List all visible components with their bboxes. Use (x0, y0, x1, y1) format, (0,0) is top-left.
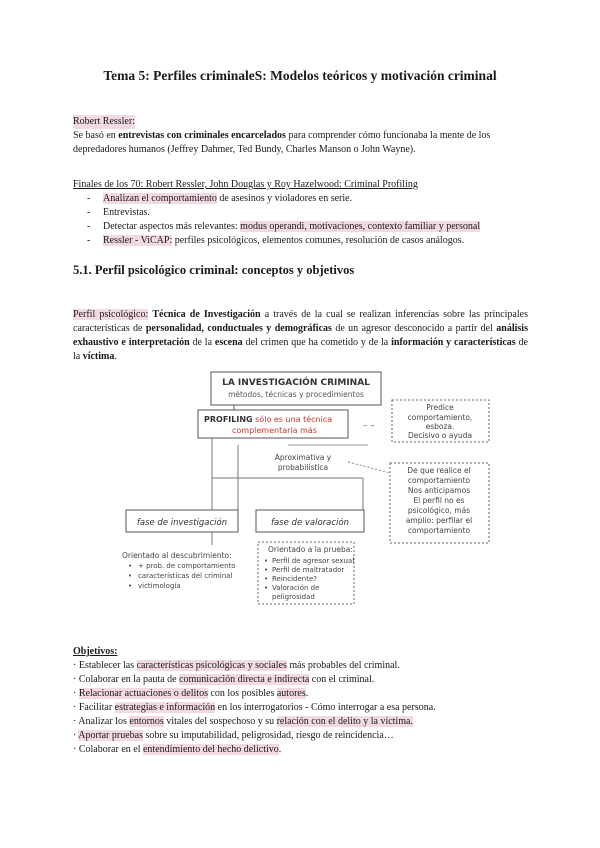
bold-text: información y características (391, 337, 516, 348)
val-item: • (264, 557, 269, 565)
text: de la (189, 337, 215, 348)
section-paragraph (73, 308, 528, 364)
right-note-text: amplio: perfilar el (405, 516, 473, 525)
investigation-diagram (108, 370, 491, 605)
ressler-text-1: Se basó en (73, 130, 119, 141)
inv-item-text: + prob. de comportamiento (138, 562, 236, 570)
hl-text: características psicológicas y sociales (136, 660, 287, 671)
val-item: • (264, 575, 269, 583)
hl-text: Aportar pruebas (78, 730, 143, 741)
profiling-note-2: complementaria más (232, 426, 317, 435)
objetivos-block (73, 645, 528, 757)
text: · (73, 730, 79, 741)
main-title: LA INVESTIGACIÓN CRIMINAL (222, 378, 370, 388)
text: del crimen que ha cometido y de la (242, 337, 392, 348)
list-item (73, 687, 528, 701)
ressler-block (73, 115, 528, 157)
right-note-text: El perfil no es (413, 496, 465, 505)
val-item: • (264, 584, 269, 592)
val-item-text: Valoración de (272, 584, 320, 592)
right-note-text: psicológico, más (407, 506, 471, 515)
text: sobre su imputabilidad, peligrosidad, riesgo de reincidencia… (142, 730, 394, 741)
hl-text: Perfil psicológico: (73, 309, 149, 320)
page-title: Tema 5: Perfiles criminaleS: Modelos teóricos y motivación criminal (103, 68, 497, 83)
section-heading: 5.1. Perfil psicológico criminal: conceptos y objetivos (73, 263, 355, 277)
val-item: • (264, 566, 269, 574)
ressler-text-2: para comprender cómo funcionaba la mente de los depredadores humanos (Jeffrey Dahmer, Ted Bundy, Charles Manson o John Wayne). (73, 130, 491, 155)
profiling-label: PROFILING (204, 415, 253, 424)
aprox-text: probabilística (277, 463, 329, 472)
hl-text: entendimiento del hecho delictivo (142, 744, 279, 755)
hl-text: estrategias e información (114, 702, 216, 713)
text: · Colaborar en el (73, 744, 143, 755)
text: · Colaborar en la pauta de (73, 674, 180, 685)
val-item-text: peligrosidad (272, 593, 315, 601)
objetivos-heading: Objetivos: (73, 646, 118, 657)
text: Entrevistas. (103, 207, 150, 218)
hl-text: entornos (129, 716, 164, 727)
text: con los posibles (207, 688, 277, 699)
text: · Analizar los (73, 716, 130, 727)
inv-item-text: características del criminal (138, 572, 233, 580)
text: más probables del criminal. (286, 660, 400, 671)
val-item-text: Perfil de agresor sexual (272, 557, 355, 565)
text: · (73, 688, 79, 699)
list-item (73, 715, 528, 729)
inv-heading: Orientado al descubrimiento: (122, 551, 232, 560)
bold-text: análisis exhaustivo e interpretación (73, 323, 528, 348)
text: de asesinos y violadores en serie. (216, 193, 353, 204)
val-item-text: Perfil de maltratador (272, 566, 345, 574)
inv-item-text: victimología (138, 582, 181, 590)
predice-text: Predice (426, 403, 454, 412)
text: . (305, 688, 309, 699)
bold-text: Técnica de Investigación (152, 309, 261, 320)
predice-text: Decisivo o ayuda (407, 431, 473, 440)
list-item (73, 234, 528, 248)
text: perfiles psicológicos, elementos comunes, resolución de casos análogos. (172, 235, 465, 246)
val-item-text: Reincidente? (272, 575, 317, 583)
list-item (73, 206, 528, 220)
profiling-text (204, 414, 332, 424)
hl-text: modus operandi, motivaciones, contexto familiar y personal (240, 221, 481, 232)
hl-text: comunicación directa e indirecta (179, 674, 310, 685)
bold-text: víctima (82, 351, 115, 362)
list-item (73, 192, 528, 206)
fase-investigacion-label: fase de investigación (136, 518, 228, 528)
ressler-paragraph (73, 129, 528, 157)
list-item (73, 743, 528, 757)
list-item (73, 659, 528, 673)
ressler-heading: Robert Ressler: (73, 116, 135, 127)
profiling-note: sólo es una técnica (252, 415, 333, 424)
right-note-text: De que realice el (407, 466, 471, 475)
predice-text: esboza. (425, 422, 455, 431)
bold-text: personalidad, conductuales y demográficas (145, 323, 332, 334)
text: . (114, 351, 117, 362)
right-note-text: comportamiento (407, 476, 471, 485)
predice-text: comportamiento, (407, 413, 473, 422)
list-item (73, 673, 528, 687)
hl-text: Ressler - ViCAP: (103, 235, 173, 246)
right-note-text: Nos anticipamos (407, 486, 471, 495)
finales-list (73, 192, 528, 248)
bold-text: escena (214, 337, 243, 348)
inv-item: • (128, 572, 133, 580)
list-item (73, 220, 528, 234)
text: con el criminal. (309, 674, 375, 685)
fase-valoracion-label: fase de valoración (270, 518, 350, 528)
inv-item: • (128, 582, 133, 590)
text: en los interrogatorios - Cómo interrogar a esa persona. (215, 702, 436, 713)
finales-block (73, 178, 528, 248)
text: a través de la cual se realizan inferencias sobre las principales características de (73, 309, 528, 334)
aprox-text: Aproximativa y (274, 453, 332, 462)
list-item (73, 701, 528, 715)
text: Detectar aspectos más relevantes: (103, 221, 241, 232)
hl-text: Relacionar actuaciones o delitos (78, 688, 208, 699)
hl-text: relación con el delito y la víctima. (276, 716, 413, 727)
finales-heading: Finales de los 70: Robert Ressler, John Douglas y Roy Hazelwood: Criminal Profiling (73, 179, 418, 190)
main-box (211, 372, 381, 405)
text: de un agresor desconocido a partir del (331, 323, 497, 334)
main-subtitle: métodos, técnicas y procedimientos (228, 390, 364, 399)
val-heading: Orientado a la prueba: (268, 545, 353, 554)
text: . (278, 744, 282, 755)
text: · Establecer las (73, 660, 137, 671)
inv-item: • (128, 562, 133, 570)
dash-connector: – – (363, 421, 375, 431)
text: · Facilitar (73, 702, 115, 713)
hl-text: Analizan el comportamiento (103, 193, 217, 204)
hl-text: autores (276, 688, 306, 699)
text: de la (73, 337, 528, 362)
ressler-text-bold: entrevistas con criminales encarcelados (118, 130, 286, 141)
text: vitales del sospechoso y su (163, 716, 277, 727)
list-item (73, 729, 528, 743)
right-note-text: comportamiento (407, 526, 471, 535)
